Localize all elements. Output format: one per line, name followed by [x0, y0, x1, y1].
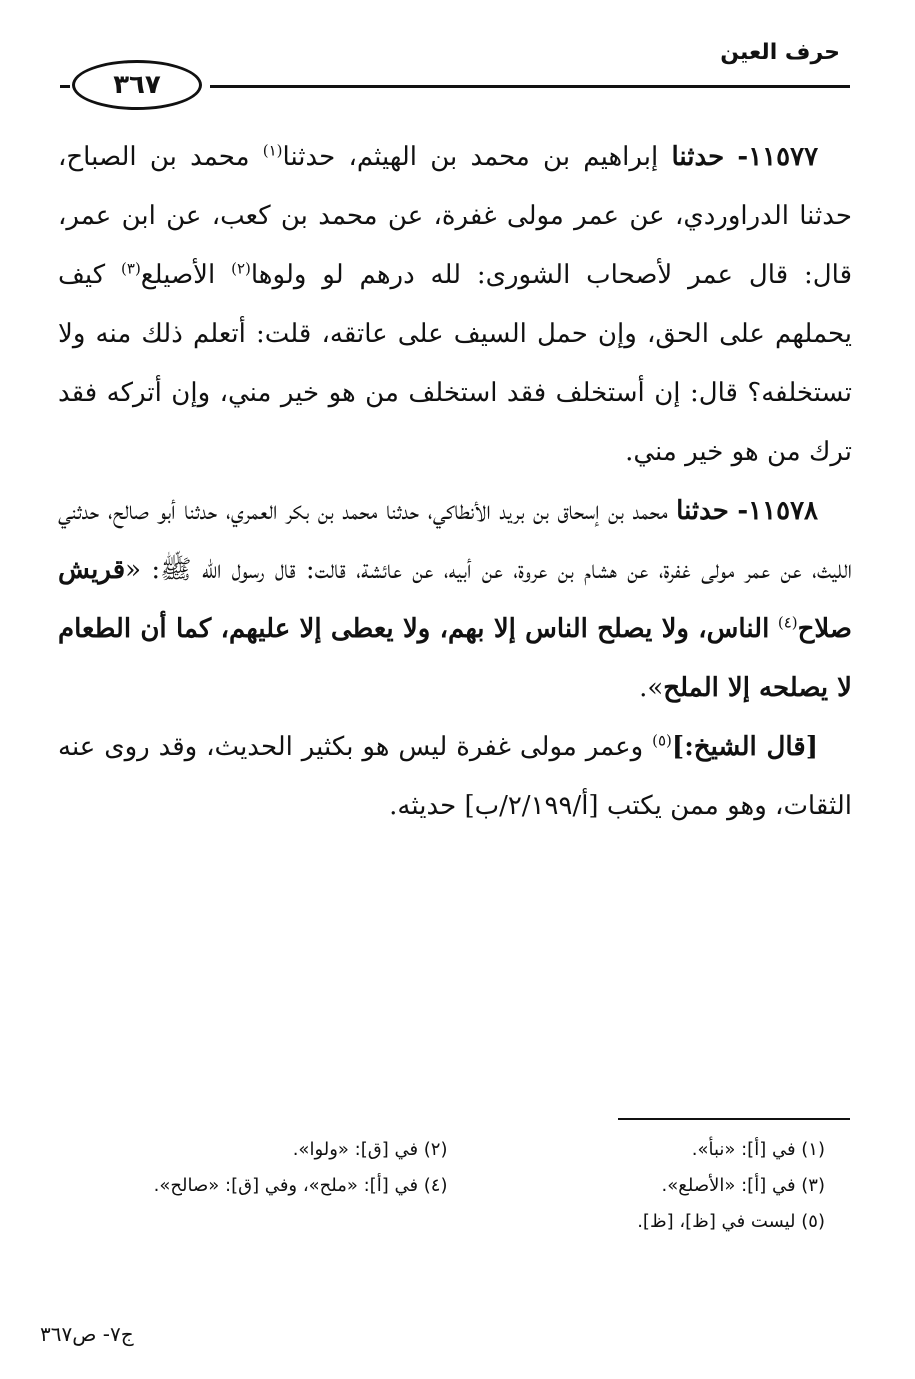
header-rule-left: [60, 85, 70, 88]
sheikh-text: وعمر مولى غفرة ليس هو بكثير الحديث، وقد روى عنه الثقات، وهو ممن يكتب [أ/٢/١٩٩/ب] حديثه.: [58, 732, 852, 821]
footnote-rule: [618, 1118, 850, 1120]
footnote-2: (٢) في [ق]: «ولوا».: [292, 1139, 448, 1160]
hadith-lead: حدثنا: [676, 496, 729, 526]
footnote-ref-4: (٤): [777, 613, 798, 632]
footnote-ref-1: (١): [262, 141, 283, 160]
sheikh-label: [قال الشيخ:]: [671, 732, 819, 762]
page-number-oval: [72, 60, 202, 110]
footnote-ref-3: (٣): [121, 259, 141, 278]
volume-page-reference: ج٧- ص٣٦٧: [40, 1322, 134, 1346]
footnote-ref-5: (٥): [652, 731, 672, 750]
hadith-text: محمد بن إسحاق بن بريد الأنطاكي، حدثنا محمد بن بكر العمري، حدثنا أبو صالح، حدثني الليث، عن عمر مولى غفرة، عن هشام بن عروة، عن أبيه، عن عائشة، قالت: قال رسول الله ﷺ: «: [58, 496, 852, 585]
footnotes: [90, 1132, 825, 1240]
prophetic-quote: قريش صلاح: [58, 555, 852, 644]
hadith-paragraph-1: [58, 128, 852, 482]
footnote-1: (١) في [أ]: «نبأ».: [691, 1139, 825, 1160]
hadith-text: إبراهيم بن محمد بن الهيثم، حدثنا: [282, 142, 659, 172]
footnote-ref-2: (٢): [231, 259, 251, 278]
footnote-5: (٥) ليست في [ظ]، [ظ].: [637, 1211, 825, 1232]
hadith-text: كيف يحملهم على الحق، وإن حمل السيف على عاتقه، قلت: أتعلم ذلك منه ولا تستخلفه؟ قال: إن أستخلف فقد استخلف من هو خير مني، وإن أتركه فقد ترك من هو خير مني.: [58, 260, 852, 467]
page-number: ٣٦٧: [113, 70, 161, 100]
quote-close: ».: [639, 673, 664, 703]
hadith-number: ١١٥٧٧-: [737, 142, 819, 172]
sheikh-note: [58, 718, 852, 836]
prophetic-quote: الناس، ولا يصلح الناس إلا بهم، ولا يعطى إلا عليهم، كما أن الطعام لا يصلحه إلا الملح: [58, 614, 852, 703]
body-text: [58, 128, 852, 836]
hadith-paragraph-2: [58, 482, 852, 718]
page-header: [60, 40, 850, 110]
header-rule: [210, 85, 850, 88]
chapter-title: حرف العين: [720, 40, 840, 65]
hadith-number: ١١٥٧٨-: [737, 496, 818, 526]
hadith-text: محمد بن الصباح، حدثنا الدراوردي، عن عمر مولى غفرة، عن محمد بن كعب، عن ابن عمر، قال: قال عمر لأصحاب الشورى: لله درهم لو ولوها: [58, 142, 852, 290]
hadith-text: الأصيلع: [140, 260, 216, 290]
footnote-3: (٣) في [أ]: «الأصلع».: [661, 1175, 825, 1196]
footnote-4: (٤) في [أ]: «ملح»، وفي [ق]: «صالح».: [153, 1175, 448, 1196]
hadith-lead: حدثنا: [671, 142, 725, 172]
